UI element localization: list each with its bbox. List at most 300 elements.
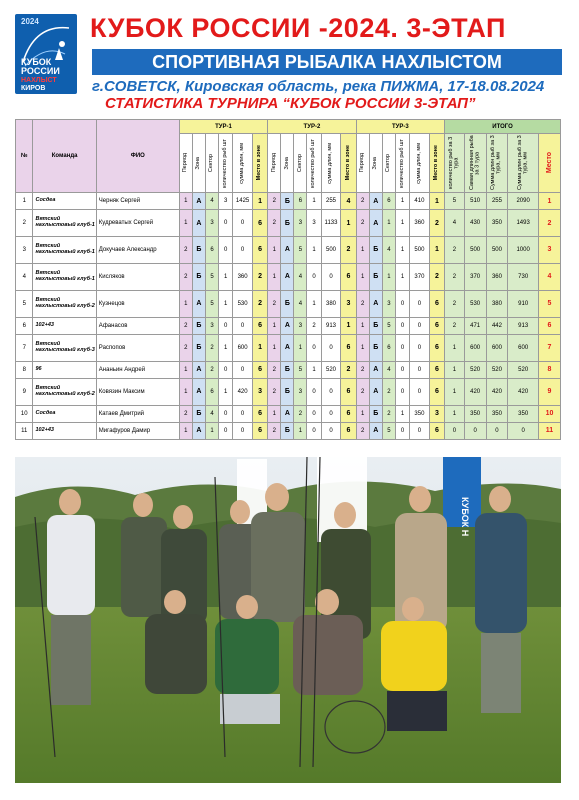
table-cell: 102+43 [33,317,96,334]
table-cell: 1 [395,237,409,264]
table-cell: А [192,193,205,210]
table-cell: 6 [252,405,267,422]
table-cell: 500 [410,237,430,264]
table-cell: 0 [410,290,430,317]
table-cell: А [369,210,382,237]
table-cell: 11 [16,422,33,439]
table-cell: 2 [382,405,395,422]
table-cell: 1 [395,405,409,422]
table-cell: Вятский нахлыстовый клуб-2 [33,378,96,405]
table-cell: 4 [294,263,307,290]
cup-logo [15,14,77,94]
table-cell: 530 [464,290,486,317]
table-cell: Б [369,263,382,290]
table-cell: 350 [508,405,539,422]
table-cell: 1 [445,361,465,378]
table-cell: 1 [356,405,369,422]
table-cell: 2 [356,210,369,237]
table-cell: 913 [321,317,341,334]
table-cell: 2 [252,290,267,317]
table-cell: 380 [321,290,341,317]
table-cell: 2 [356,361,369,378]
table-cell: 0 [395,317,409,334]
sub-zone: Зона [283,156,290,170]
table-cell: 520 [321,361,341,378]
sub-sector: Сектор [296,153,303,173]
table-row [16,422,561,439]
table-cell: 5 [445,193,465,210]
table-cell: 4 [341,193,356,210]
tot-max: Самая длинная рыба за 3 тура [468,135,481,191]
table-cell: 1 [445,378,465,405]
table-cell: 4 [16,263,33,290]
table-cell: Б [369,334,382,361]
table-cell: 6 [429,378,444,405]
table-cell: 1 [179,210,192,237]
table-cell: 1 [429,237,444,264]
table-cell: 3 [294,317,307,334]
table-cell: 600 [233,334,253,361]
table-cell: 2 [268,210,281,237]
table-cell: Б [281,210,294,237]
table-cell: 1 [307,361,321,378]
table-cell: 1 [205,422,218,439]
table-cell: 6 [429,317,444,334]
table-cell: 370 [464,263,486,290]
table-cell: 600 [486,334,508,361]
table-cell: 3 [341,290,356,317]
table-cell: 1 [429,193,444,210]
table-cell: 430 [464,210,486,237]
sub-count: количество рыб шт [310,138,317,188]
table-cell: 0 [395,290,409,317]
table-cell: 1 [252,334,267,361]
table-cell: 350 [486,405,508,422]
table-cell: 0 [410,422,430,439]
table-cell: Вятский нахлыстовый клуб-1 [33,237,96,264]
table-cell: 0 [321,378,341,405]
table-cell: 3 [429,405,444,422]
table-cell: Б [281,290,294,317]
table-cell: 2090 [508,193,539,210]
table-cell: 2 [429,210,444,237]
logo-year: 2024 [21,17,39,26]
table-cell: 6 [252,210,267,237]
table-cell: Черняк Сергей [96,193,179,210]
table-cell: 0 [233,317,253,334]
logo-line-1: КУБОК [21,57,52,67]
table-cell: 6 [252,422,267,439]
table-cell: А [192,290,205,317]
event-location: г.СОВЕТСК, Кировская область, река ПИЖМА, 17-18.08.2024 [92,78,545,95]
table-cell: 0 [321,263,341,290]
table-cell: 0 [486,422,508,439]
table-cell: 2 [356,193,369,210]
table-cell: 1 [268,405,281,422]
table-cell: 420 [233,378,253,405]
table-cell: 0 [395,378,409,405]
table-cell: 350 [410,405,430,422]
table-cell: 1000 [508,237,539,264]
table-cell: 6 [341,405,356,422]
table-cell: 1 [382,210,395,237]
table-cell: 0 [321,422,341,439]
table-cell: Б [192,334,205,361]
table-cell: 4 [205,193,218,210]
table-cell: 0 [395,334,409,361]
table-cell: 6 [252,361,267,378]
table-cell: 2 [429,263,444,290]
table-cell: 11 [538,422,560,439]
total-header: ИТОГО [445,120,561,134]
table-cell: 6 [341,378,356,405]
table-cell: 2 [268,422,281,439]
table-cell: Докучаев Александр [96,237,179,264]
table-cell: Вятский нахлыстовый клуб-3 [33,334,96,361]
sub-period: Период [358,153,365,173]
table-cell: 0 [307,422,321,439]
table-cell: 0 [410,378,430,405]
table-cell: Вятский нахлыстовый клуб-1 [33,263,96,290]
table-cell: 10 [16,405,33,422]
table-cell: 0 [219,317,233,334]
table-cell: 5 [294,237,307,264]
table-cell: 1 [268,237,281,264]
table-cell: Б [281,422,294,439]
table-cell: 1425 [233,193,253,210]
sub-period: Период [182,153,189,173]
table-cell: А [281,263,294,290]
table-cell: 420 [464,378,486,405]
table-cell: Афанасов [96,317,179,334]
table-cell: А [369,361,382,378]
table-cell: 1 [395,193,409,210]
table-cell: 420 [508,378,539,405]
table-cell: А [369,422,382,439]
table-cell: А [192,378,205,405]
table-cell: 6 [341,422,356,439]
table-cell: 6 [538,317,560,334]
table-cell: 1 [445,405,465,422]
table-cell: 2 [356,422,369,439]
table-header-row [16,120,561,134]
table-cell: 500 [321,237,341,264]
table-cell: Б [281,193,294,210]
table-cell: 6 [205,378,218,405]
table-cell: 1 [268,317,281,334]
table-cell: 370 [410,263,430,290]
team-photo-image [15,457,561,783]
table-cell: 0 [445,422,465,439]
table-cell: 2 [356,378,369,405]
table-row [16,334,561,361]
table-cell: 7 [16,334,33,361]
table-cell: 910 [508,290,539,317]
table-cell: 1 [219,378,233,405]
table-cell: Б [192,317,205,334]
table-cell: 2 [445,317,465,334]
table-cell: 0 [233,210,253,237]
table-cell: 1493 [508,210,539,237]
table-cell: 1 [307,193,321,210]
table-cell: 520 [508,361,539,378]
table-cell: 1 [356,237,369,264]
table-cell: 255 [486,193,508,210]
table-cell: 500 [486,237,508,264]
table-cell: 9 [538,378,560,405]
table-cell: 6 [429,361,444,378]
table-cell: 2 [16,210,33,237]
table-cell: 2 [179,405,192,422]
table-cell: 420 [486,378,508,405]
table-cell: 2 [205,334,218,361]
table-cell: 1 [307,290,321,317]
table-cell: 5 [16,290,33,317]
tour-1-header: ТУР-1 [179,120,267,134]
table-cell: 1 [268,263,281,290]
table-cell: 2 [307,317,321,334]
table-cell: 1 [179,422,192,439]
table-cell: 4 [538,263,560,290]
table-cell: 3 [205,317,218,334]
table-cell: 380 [486,290,508,317]
table-cell: 3 [252,378,267,405]
table-cell: 8 [538,361,560,378]
table-cell: 1 [307,237,321,264]
table-cell: 0 [410,334,430,361]
table-cell: 96 [33,361,96,378]
sub-sector: Сектор [208,153,215,173]
page-subtitle: СПОРТИВНАЯ РЫБАЛКА НАХЛЫСТОМ [92,49,562,75]
table-cell: 2 [445,290,465,317]
table-cell: 0 [508,422,539,439]
table-cell: 2 [179,237,192,264]
table-cell: А [281,334,294,361]
table-cell: 1 [341,210,356,237]
table-cell: 2 [538,210,560,237]
table-cell: А [281,405,294,422]
tour-2-header: ТУР-2 [268,120,356,134]
col-no: № [16,120,33,193]
table-cell: А [369,193,382,210]
team-photo [15,457,561,783]
table-cell: А [281,317,294,334]
sub-sector: Сектор [385,153,392,173]
table-cell: Б [192,405,205,422]
table-cell: 350 [486,210,508,237]
table-cell: 6 [382,193,395,210]
table-cell: 0 [233,405,253,422]
table-cell: 255 [321,193,341,210]
table-cell: А [192,210,205,237]
table-cell: 5 [205,263,218,290]
table-row [16,237,561,264]
table-cell: 102+43 [33,422,96,439]
table-row [16,317,561,334]
table-cell: Б [281,378,294,405]
table-cell: 600 [464,334,486,361]
table-cell: 0 [219,237,233,264]
table-cell: 1 [294,422,307,439]
sub-zone: Зона [372,156,379,170]
sub-zone: Зона [195,156,202,170]
logo-line-4: КИРОВ [21,85,46,92]
table-cell: Вятский нахлыстовый клуб-1 [33,210,96,237]
table-cell: 471 [464,317,486,334]
sub-sum: сумма длин, мм [415,142,422,184]
col-team: Команда [33,120,96,193]
table-cell: 0 [307,263,321,290]
table-cell: 7 [538,334,560,361]
table-cell: Б [369,405,382,422]
stats-title: СТАТИСТИКА ТУРНИРА “КУБОК РОССИИ 3-ЭТАП” [105,95,476,112]
table-row [16,263,561,290]
table-cell: 3 [538,237,560,264]
table-cell: 1 [219,290,233,317]
table-cell: 2 [382,378,395,405]
table-cell: 2 [268,290,281,317]
table-cell: 2 [179,334,192,361]
table-cell: 0 [233,422,253,439]
table-cell: 1 [395,263,409,290]
table-cell: 442 [486,317,508,334]
table-cell: 1 [268,334,281,361]
tot-sum: Сумма длин рыб за 3 тура, мм [490,135,502,191]
table-cell: 0 [219,422,233,439]
table-row [16,290,561,317]
table-cell: Б [192,237,205,264]
table-cell: 5 [294,361,307,378]
table-cell: Б [369,317,382,334]
table-cell: Ананьин Андрей [96,361,179,378]
tour-3-header: ТУР-3 [356,120,444,134]
table-cell: 410 [410,193,430,210]
logo-line-2: РОССИИ [21,66,60,76]
table-cell: 5 [382,422,395,439]
table-cell: 0 [233,237,253,264]
table-cell: Кузнецов [96,290,179,317]
sub-count: количество рыб шт [398,138,405,188]
logo-line-3: НАХЛЫСТ [21,77,57,84]
table-cell: 1 [445,334,465,361]
table-cell: 0 [410,361,430,378]
table-cell: 1 [179,378,192,405]
results-body [16,193,561,440]
table-row [16,210,561,237]
table-cell: 360 [233,263,253,290]
table-cell: 2 [205,361,218,378]
table-cell: 360 [486,263,508,290]
table-cell: 1 [179,290,192,317]
table-cell: 5 [205,290,218,317]
sub-place: Место в зоне [256,145,263,181]
table-cell: 1 [382,263,395,290]
table-cell: 8 [16,361,33,378]
table-cell: 0 [410,317,430,334]
table-cell: 1 [356,334,369,361]
table-cell: А [192,361,205,378]
table-cell: 520 [486,361,508,378]
table-cell: Катаев Дмитрий [96,405,179,422]
sub-sum: сумма длин, мм [238,142,245,184]
sub-period: Период [270,153,277,173]
table-cell: 1 [294,334,307,361]
table-cell: 360 [410,210,430,237]
table-cell: 0 [321,334,341,361]
table-cell: Б [281,361,294,378]
table-cell: Кудреватых Сергей [96,210,179,237]
table-cell: 0 [307,405,321,422]
table-cell: 1 [356,317,369,334]
sub-place: Место в зоне [433,145,440,181]
table-cell: 10 [538,405,560,422]
results-table [15,119,561,440]
table-cell: 5 [382,317,395,334]
table-cell: 500 [464,237,486,264]
table-cell: А [192,422,205,439]
table-cell: Кисляков [96,263,179,290]
table-cell: 4 [205,405,218,422]
table-cell: 2 [268,193,281,210]
table-cell: 9 [16,378,33,405]
table-cell: 2 [268,378,281,405]
table-cell: 1 [219,334,233,361]
table-cell: 350 [464,405,486,422]
table-cell: 1 [179,193,192,210]
table-cell: 3 [382,290,395,317]
table-cell: 6 [341,263,356,290]
table-cell: 3 [307,210,321,237]
table-cell: 3 [294,378,307,405]
table-cell: 2 [268,361,281,378]
table-cell: 1 [538,193,560,210]
table-cell: 5 [538,290,560,317]
table-row [16,405,561,422]
table-cell: 3 [16,237,33,264]
table-cell: 6 [16,317,33,334]
table-cell: 730 [508,263,539,290]
col-fio: ФИО [96,120,179,193]
table-cell: 0 [307,378,321,405]
table-cell: 3 [219,193,233,210]
table-cell: 1 [341,317,356,334]
table-cell: 6 [205,237,218,264]
table-cell: 1 [179,361,192,378]
table-cell: 1 [395,210,409,237]
table-cell: 530 [233,290,253,317]
table-cell: 6 [429,422,444,439]
table-cell: 600 [508,334,539,361]
table-cell: 1 [252,193,267,210]
table-cell: Б [369,237,382,264]
tot-count: количество рыб за 3 тура [447,136,460,190]
table-cell: 2 [445,263,465,290]
table-cell: Ковязин Максим [96,378,179,405]
table-cell: 0 [321,405,341,422]
table-cell: 0 [395,361,409,378]
table-cell: 520 [464,361,486,378]
table-cell: 0 [395,422,409,439]
table-cell: 4 [382,361,395,378]
table-cell: 3 [294,210,307,237]
sub-place: Место в зоне [344,145,351,181]
table-cell: 4 [445,210,465,237]
table-cell: 2 [356,290,369,317]
banner-text: КУБОК Н [460,497,470,537]
table-cell: 913 [508,317,539,334]
table-cell: 2 [252,263,267,290]
table-cell: 3 [205,210,218,237]
